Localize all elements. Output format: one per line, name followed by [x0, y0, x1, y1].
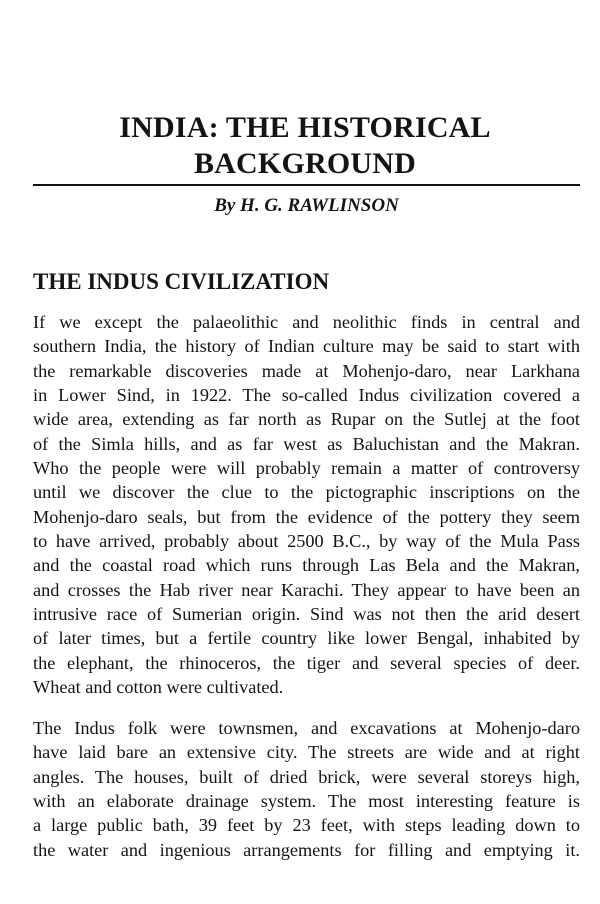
paragraph-line: in Lower Sind, in 1922. The so-called Indus civilization covered a	[33, 385, 580, 406]
paragraph-line: the water and ingenious arrangements for filling and emptying it.	[33, 839, 580, 860]
paragraph-line: with an elaborate drainage system. The most interesting feature is	[33, 791, 580, 812]
paragraph-line: Who the people were will probably remain a matter of controversy	[33, 458, 580, 479]
paragraph-line: intrusive race of Sumerian origin. Sind was not then the arid desert	[33, 604, 580, 625]
author-byline: By H. G. RAWLINSON	[214, 195, 399, 216]
body-paragraph-1	[33, 310, 580, 700]
paragraph-line: the elephant, the rhinoceros, the tiger and several species of deer.	[33, 652, 580, 673]
paragraph-line: Mohenjo-daro seals, but from the evidence of the pottery they seem	[33, 506, 580, 527]
paragraph-line: The Indus folk were townsmen, and excavations at Mohenjo-daro	[33, 718, 580, 738]
paragraph-line: the remarkable discoveries made at Mohenjo-daro, near Larkhana	[33, 360, 580, 381]
paragraph-line: southern India, the history of Indian culture may be said to start with	[33, 336, 580, 357]
body-paragraph-2	[33, 716, 580, 862]
paragraph-line: a large public bath, 39 feet by 23 feet, with steps leading down to	[33, 815, 580, 836]
section-heading: THE INDUS CIVILIZATION	[33, 269, 330, 294]
chapter-title	[40, 110, 570, 182]
paragraph-line: If we except the palaeolithic and neolithic finds in central and	[33, 312, 580, 332]
chapter-title-line-2: BACKGROUND	[193, 147, 416, 180]
paragraph-line: Wheat and cotton were cultivated.	[33, 677, 284, 698]
paragraph-line: and crosses the Hab river near Karachi. They appear to have been an	[33, 579, 580, 600]
paragraph-line: have laid bare an extensive city. The streets are wide and at right	[33, 742, 580, 763]
paragraph-line: of the Simla hills, and as far west as Baluchistan and the Makran.	[33, 433, 580, 454]
paragraph-line: wide area, extending as far north as Rupar on the Sutlej at the foot	[33, 409, 580, 430]
paragraph-line: to have arrived, probably about 2500 B.C., by way of the Mula Pass	[33, 531, 580, 552]
title-rule	[33, 184, 580, 186]
paragraph-line: of later times, but a fertile country like lower Bengal, inhabited by	[33, 628, 580, 649]
paragraph-line: and the coastal road which runs through Las Bela and the Makran,	[33, 555, 580, 576]
chapter-title-line-1: INDIA: THE HISTORICAL	[119, 111, 491, 144]
paragraph-line: angles. The houses, built of dried brick, were several storeys high,	[33, 766, 580, 787]
paragraph-line: until we discover the clue to the pictographic inscriptions on the	[33, 482, 580, 503]
